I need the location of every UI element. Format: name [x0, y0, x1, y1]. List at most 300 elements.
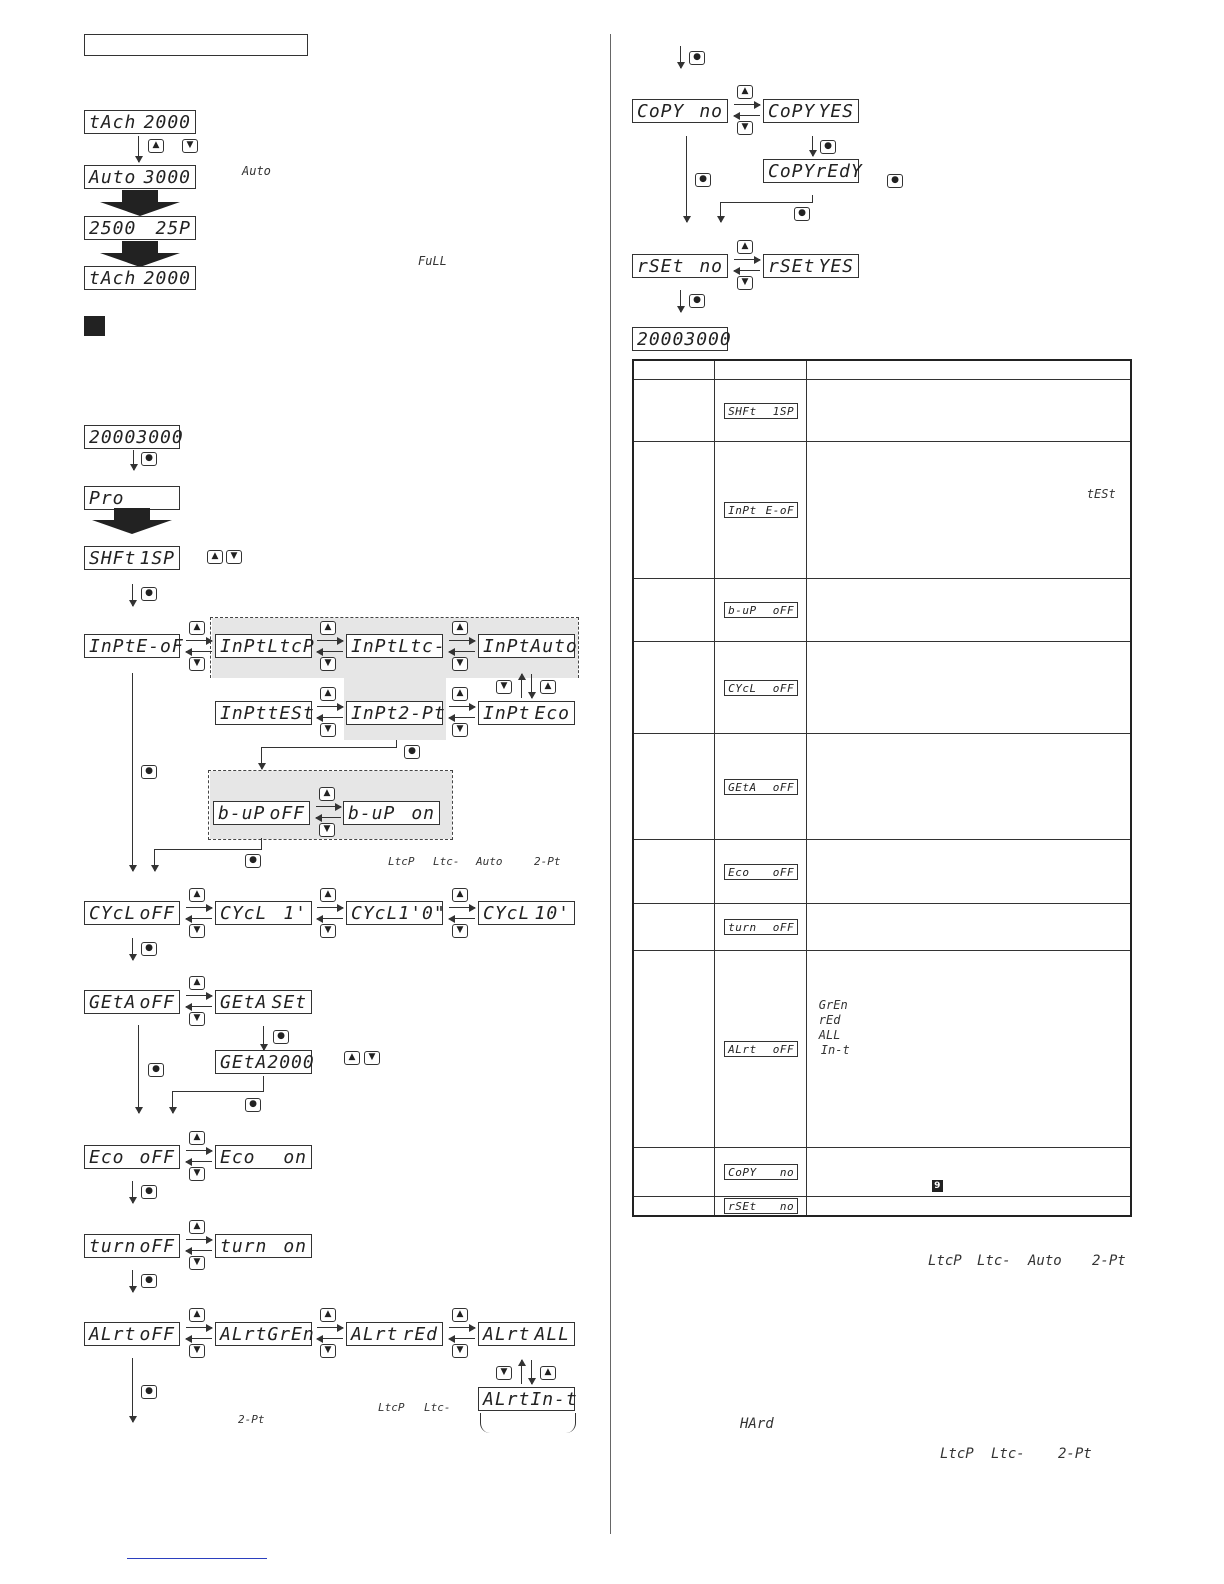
table-row — [633, 642, 1131, 734]
set-key[interactable]: ● — [887, 174, 903, 188]
note-test: tESt — [1086, 487, 1116, 501]
connector-line — [261, 747, 397, 748]
connector-line — [132, 673, 133, 871]
display-segment-text: InPt — [220, 702, 268, 724]
connector-line — [186, 640, 212, 641]
table-cell — [633, 360, 715, 380]
connector-line — [449, 1338, 475, 1339]
display-eco-on — [215, 1145, 312, 1169]
display-segment-text: E-oF — [136, 635, 184, 657]
up-key[interactable]: ▲ — [737, 240, 753, 254]
set-key[interactable]: ● — [141, 1385, 157, 1399]
up-key[interactable]: ▲ — [319, 787, 335, 801]
display-copy-no — [632, 99, 728, 123]
big-arrow — [92, 508, 172, 534]
connector-line — [812, 136, 813, 156]
display-alrt-off — [84, 1322, 180, 1346]
set-key[interactable]: ● — [141, 1274, 157, 1288]
connector-line — [449, 918, 475, 919]
table-cell — [806, 380, 1131, 442]
table-cell — [633, 951, 715, 1148]
down-key[interactable]: ▼ — [737, 276, 753, 290]
display-segment-text: oFF — [772, 920, 795, 934]
alrt-option: ALL — [818, 1028, 841, 1042]
up-key[interactable]: ▲ — [737, 85, 753, 99]
display-segment-text: ALL — [534, 1323, 570, 1345]
table-cell — [806, 951, 1131, 1148]
table-cell — [633, 380, 715, 442]
connector-line — [317, 918, 343, 919]
table-cell — [806, 734, 1131, 840]
display-segment-text: SHFt — [89, 547, 137, 569]
table-cell — [633, 840, 715, 904]
display-segment-text: CoPY — [768, 160, 816, 182]
display-segment-text: Eco — [220, 1146, 256, 1168]
table-cell — [633, 1197, 715, 1216]
table-row — [633, 840, 1131, 904]
display-2000-3000-b — [632, 327, 732, 351]
up-key[interactable]: ▲ — [320, 1308, 336, 1322]
display-segment-text: turn — [89, 1235, 137, 1257]
display-segment-text: YES — [818, 100, 854, 122]
display-alrt-all — [478, 1322, 575, 1346]
display-segment-text: Eco — [89, 1146, 125, 1168]
connector-line — [734, 104, 760, 105]
table-row — [633, 951, 1131, 1148]
connector-line — [172, 1091, 173, 1113]
up-key[interactable]: ▲ — [452, 621, 468, 635]
display-inpt-eco — [478, 701, 575, 725]
down-key[interactable]: ▼ — [452, 1344, 468, 1358]
connector-line — [186, 995, 212, 996]
display-eco-off — [84, 1145, 180, 1169]
connector-line — [317, 907, 343, 908]
up-key[interactable]: ▲ — [320, 687, 336, 701]
connector-line — [720, 202, 813, 203]
up-key[interactable]: ▲ — [320, 888, 336, 902]
display-segment-text: 1' — [283, 902, 307, 924]
display-segment-text: no — [779, 1199, 795, 1213]
table-display — [724, 502, 798, 518]
connector-line — [263, 1076, 264, 1092]
display-segment-text: oFF — [772, 603, 795, 617]
table-cell — [633, 579, 715, 642]
up-key[interactable]: ▲ — [189, 976, 205, 990]
big-arrow — [100, 190, 180, 216]
display-segment-text: oFF — [269, 802, 305, 824]
display-segment-text: ALrt — [483, 1323, 531, 1345]
set-key[interactable]: ● — [245, 854, 261, 868]
table-row — [633, 734, 1131, 840]
up-key[interactable]: ▲ — [207, 550, 223, 564]
table-cell — [806, 904, 1131, 951]
note-ltc-alrt: Ltc- — [424, 1401, 451, 1414]
display-geta-2000 — [215, 1050, 315, 1074]
display-segment-text: rSEt — [768, 255, 816, 277]
display-segment-text: GEtA — [89, 991, 137, 1013]
display-segment-text: tESt — [267, 702, 315, 724]
display-segment-text: 3000 — [136, 426, 184, 448]
display-segment-text: GEtA — [220, 991, 268, 1013]
table-cell — [806, 579, 1131, 642]
set-key[interactable]: ● — [689, 51, 705, 65]
display-segment-text: 2000 — [637, 328, 685, 350]
display-segment-text: GEtA — [728, 780, 757, 794]
connector-line — [317, 651, 343, 652]
display-bup-off — [213, 801, 310, 825]
set-key[interactable]: ● — [820, 140, 836, 154]
connector-line — [531, 1360, 532, 1384]
down-key[interactable]: ▼ — [189, 1167, 205, 1181]
set-key[interactable]: ● — [404, 745, 420, 759]
column-divider — [610, 34, 611, 1534]
down-key[interactable]: ▼ — [452, 723, 468, 737]
down-key[interactable]: ▼ — [189, 1012, 205, 1026]
connector-line — [132, 1181, 133, 1203]
table-cell — [633, 904, 715, 951]
display-segment-text: no — [779, 1165, 795, 1179]
display-segment-text: turn — [220, 1235, 268, 1257]
connector-line — [680, 290, 681, 312]
display-auto — [84, 165, 196, 189]
display-tach — [84, 110, 196, 134]
down-key[interactable]: ▼ — [737, 121, 753, 135]
connector-line — [172, 1091, 264, 1092]
display-segment-text: InPt — [483, 635, 531, 657]
table-cell — [806, 1197, 1131, 1216]
table-row — [633, 1148, 1131, 1197]
display-segment-text: 1SP — [139, 547, 175, 569]
alrt-option: rEd — [818, 1013, 841, 1027]
display-inpt-ltcp — [215, 634, 315, 658]
table-display — [724, 864, 798, 880]
display-segment-text: no — [699, 100, 723, 122]
display-tach-2 — [84, 266, 196, 290]
up-key[interactable]: ▲ — [540, 680, 556, 694]
down-key[interactable]: ▼ — [452, 924, 468, 938]
connector-line — [186, 1150, 212, 1151]
table-display — [724, 779, 798, 795]
display-segment-text: SEt — [271, 991, 307, 1013]
down-key[interactable]: ▼ — [496, 1366, 512, 1380]
footnote-ltcp: LtcP — [928, 1253, 962, 1269]
footnote-2pt-2: 2-Pt — [1058, 1446, 1092, 1462]
display-segment-text: no — [699, 255, 723, 277]
settings-table — [632, 359, 1132, 1217]
table-display — [724, 403, 798, 419]
table-cell — [806, 442, 1131, 579]
display-bup-on — [343, 801, 440, 825]
set-key[interactable]: ● — [148, 1063, 164, 1077]
table-display — [724, 919, 798, 935]
display-segment-text: InPt — [89, 635, 137, 657]
connector-line — [317, 706, 343, 707]
table-cell — [715, 1148, 807, 1197]
display-segment-text: CoPY — [637, 100, 685, 122]
down-key[interactable]: ▼ — [189, 1256, 205, 1270]
display-copy-rdy — [763, 159, 863, 183]
display-segment-text: 2500 — [89, 217, 137, 239]
down-key[interactable]: ▼ — [320, 723, 336, 737]
display-segment-text: 2000 — [143, 111, 191, 133]
down-key[interactable]: ▼ — [226, 550, 242, 564]
header-label-box — [84, 34, 308, 56]
set-key[interactable]: ● — [141, 587, 157, 601]
display-turn-on — [215, 1234, 312, 1258]
display-segment-text: InPt — [351, 702, 399, 724]
connector-line — [132, 584, 133, 606]
display-segment-text: 2000 — [143, 267, 191, 289]
display-segment-text: Eco — [728, 865, 750, 879]
table-cell — [715, 951, 807, 1148]
display-inpt-auto — [478, 634, 578, 658]
display-segment-text: oFF — [772, 780, 795, 794]
table-display — [724, 602, 798, 618]
up-key[interactable]: ▲ — [540, 1366, 556, 1380]
display-alrt-gren — [215, 1322, 315, 1346]
connector-line — [186, 918, 212, 919]
connector-line — [132, 1358, 133, 1422]
up-key[interactable]: ▲ — [452, 687, 468, 701]
connector-line — [686, 136, 687, 222]
table-display — [724, 1041, 798, 1057]
display-segment-text: b-uP — [218, 802, 266, 824]
up-key[interactable]: ▲ — [189, 621, 205, 635]
down-key[interactable]: ▼ — [320, 657, 336, 671]
display-segment-text: on — [283, 1235, 307, 1257]
display-segment-text: CYcL — [89, 902, 137, 924]
ref-badge: 9 — [932, 1180, 943, 1192]
display-inpt-test — [215, 701, 315, 725]
note-ltcp-alrt: LtcP — [378, 1401, 405, 1414]
display-segment-text: Pro — [89, 487, 125, 509]
footnote-ltc: Ltc- — [977, 1253, 1011, 1269]
set-key[interactable]: ● — [273, 1030, 289, 1044]
connector-line — [263, 1026, 264, 1050]
display-segment-text: tAch — [89, 267, 137, 289]
display-segment-text: CYcL — [220, 902, 268, 924]
bracket — [480, 1413, 576, 1433]
display-segment-text: ALrt — [483, 1388, 531, 1410]
display-segment-text: 2-Pt — [398, 702, 446, 724]
display-segment-text: rSEt — [728, 1199, 757, 1213]
note-auto: Auto — [242, 164, 271, 178]
section-marker — [84, 316, 105, 336]
display-rset-yes — [763, 254, 859, 278]
display-segment-text: InPt — [483, 702, 531, 724]
connector-line — [317, 640, 343, 641]
display-segment-text: 10' — [534, 902, 570, 924]
connector-line — [720, 202, 721, 222]
up-key[interactable]: ▲ — [148, 139, 164, 153]
display-segment-text: 1SP — [772, 404, 795, 418]
connector-line — [186, 1327, 212, 1328]
display-segment-text: oFF — [139, 1146, 175, 1168]
set-key[interactable]: ● — [141, 765, 157, 779]
note-hard: HArd — [740, 1416, 774, 1432]
set-key[interactable]: ● — [141, 452, 157, 466]
display-segment-text: GEtA — [220, 1051, 268, 1073]
down-key[interactable]: ▼ — [364, 1051, 380, 1065]
display-segment-text: tAch — [89, 111, 137, 133]
connector-line — [186, 1006, 212, 1007]
connector-line — [449, 717, 475, 718]
big-arrow — [100, 241, 180, 267]
down-key[interactable]: ▼ — [189, 924, 205, 938]
table-cell — [715, 442, 807, 579]
note-2pt: 2-Pt — [534, 855, 561, 868]
up-key[interactable]: ▲ — [320, 621, 336, 635]
display-segment-text: Auto — [530, 635, 578, 657]
footnote-ltc-2: Ltc- — [991, 1446, 1025, 1462]
set-key[interactable]: ● — [695, 173, 711, 187]
connector-line — [132, 938, 133, 960]
connector-line — [317, 717, 343, 718]
connector-line — [317, 1338, 343, 1339]
up-key[interactable]: ▲ — [344, 1051, 360, 1065]
connector-line — [521, 674, 522, 698]
display-rset-no — [632, 254, 728, 278]
display-turn-off — [84, 1234, 180, 1258]
table-display — [724, 1164, 798, 1180]
connector-line — [449, 640, 475, 641]
display-cycl-10s — [346, 901, 446, 925]
connector-line — [316, 817, 341, 818]
down-key[interactable]: ▼ — [496, 680, 512, 694]
set-key[interactable]: ● — [141, 1185, 157, 1199]
table-cell — [715, 579, 807, 642]
connector-line — [154, 849, 262, 850]
connector-line — [316, 806, 341, 807]
table-display — [724, 680, 798, 696]
connector-line — [132, 1270, 133, 1292]
display-geta-set — [215, 990, 312, 1014]
table-cell — [715, 360, 807, 380]
set-key[interactable]: ● — [794, 207, 810, 221]
connector-line — [138, 1025, 139, 1113]
display-alrt-int — [478, 1387, 578, 1411]
set-key[interactable]: ● — [245, 1098, 261, 1112]
connector-line — [734, 259, 760, 260]
display-cycl-off — [84, 901, 180, 925]
footer-rule — [127, 1558, 267, 1559]
connector-line — [317, 1327, 343, 1328]
down-key[interactable]: ▼ — [189, 1344, 205, 1358]
display-segment-text: 3000 — [684, 328, 732, 350]
down-key[interactable]: ▼ — [182, 139, 198, 153]
up-key[interactable]: ▲ — [189, 1308, 205, 1322]
down-key[interactable]: ▼ — [189, 657, 205, 671]
footnote-ltcp-2: LtcP — [940, 1446, 974, 1462]
display-shft — [84, 546, 180, 570]
down-key[interactable]: ▼ — [320, 924, 336, 938]
display-segment-text: 25P — [155, 217, 191, 239]
alrt-option: GrEn — [818, 998, 848, 1012]
connector-line — [154, 849, 155, 871]
display-segment-text: CYcL — [728, 681, 757, 695]
display-segment-text: ALrt — [89, 1323, 137, 1345]
down-key[interactable]: ▼ — [319, 823, 335, 837]
display-segment-text: rSEt — [637, 255, 685, 277]
connector-line — [680, 46, 681, 68]
table-row — [633, 442, 1131, 579]
footnote-2pt: 2-Pt — [1092, 1253, 1126, 1269]
connector-line — [186, 1161, 212, 1162]
display-inpt-ltc — [346, 634, 446, 658]
display-segment-text: GrEn — [267, 1323, 315, 1345]
table-cell — [715, 642, 807, 734]
display-cycl-10 — [478, 901, 575, 925]
display-segment-text: CoPY — [768, 100, 816, 122]
up-key[interactable]: ▲ — [189, 1220, 205, 1234]
table-cell — [715, 734, 807, 840]
table-header — [633, 360, 1131, 380]
table-cell — [633, 442, 715, 579]
display-segment-text: Eco — [534, 702, 570, 724]
note-ltc: Ltc- — [433, 855, 460, 868]
display-segment-text: b-uP — [728, 603, 757, 617]
connector-line — [186, 651, 212, 652]
table-cell — [715, 380, 807, 442]
up-key[interactable]: ▲ — [452, 1308, 468, 1322]
set-key[interactable]: ● — [689, 294, 705, 308]
display-segment-text: 1'0" — [398, 902, 446, 924]
display-segment-text: InPt — [220, 635, 268, 657]
table-cell — [806, 360, 1131, 380]
display-copy-yes — [763, 99, 859, 123]
display-segment-text: oFF — [772, 1042, 795, 1056]
display-segment-text: oFF — [139, 1323, 175, 1345]
note-full: FuLL — [418, 254, 447, 268]
display-segment-text: on — [411, 802, 435, 824]
connector-line — [133, 450, 134, 470]
note-ltcp: LtcP — [388, 855, 415, 868]
table-cell — [806, 840, 1131, 904]
connector-line — [531, 674, 532, 698]
table-cell — [633, 642, 715, 734]
display-segment-text: turn — [728, 920, 757, 934]
display-inpt-2pt — [346, 701, 446, 725]
up-key[interactable]: ▲ — [189, 1131, 205, 1145]
display-segment-text: InPt — [351, 635, 399, 657]
down-key[interactable]: ▼ — [320, 1344, 336, 1358]
connector-line — [449, 706, 475, 707]
connector-line — [449, 907, 475, 908]
note-2pt-alrt: 2-Pt — [238, 1413, 265, 1426]
connector-line — [186, 1239, 212, 1240]
table-cell — [715, 840, 807, 904]
set-key[interactable]: ● — [141, 942, 157, 956]
display-segment-text: ALrt — [351, 1323, 399, 1345]
display-segment-text: on — [283, 1146, 307, 1168]
display-segment-text: LtcP — [267, 635, 315, 657]
table-row — [633, 579, 1131, 642]
display-segment-text: oFF — [139, 991, 175, 1013]
up-key[interactable]: ▲ — [452, 888, 468, 902]
connector-line — [449, 651, 475, 652]
display-segment-text: SHFt — [728, 404, 757, 418]
up-key[interactable]: ▲ — [189, 888, 205, 902]
down-key[interactable]: ▼ — [452, 657, 468, 671]
table-cell — [806, 1148, 1131, 1197]
table-display — [724, 1198, 798, 1214]
connector-line — [186, 1250, 212, 1251]
display-2000-3000 — [84, 425, 184, 449]
display-geta-off — [84, 990, 180, 1014]
display-segment-text: YES — [818, 255, 854, 277]
display-segment-text: 2000 — [89, 426, 137, 448]
display-alrt-red — [346, 1322, 443, 1346]
